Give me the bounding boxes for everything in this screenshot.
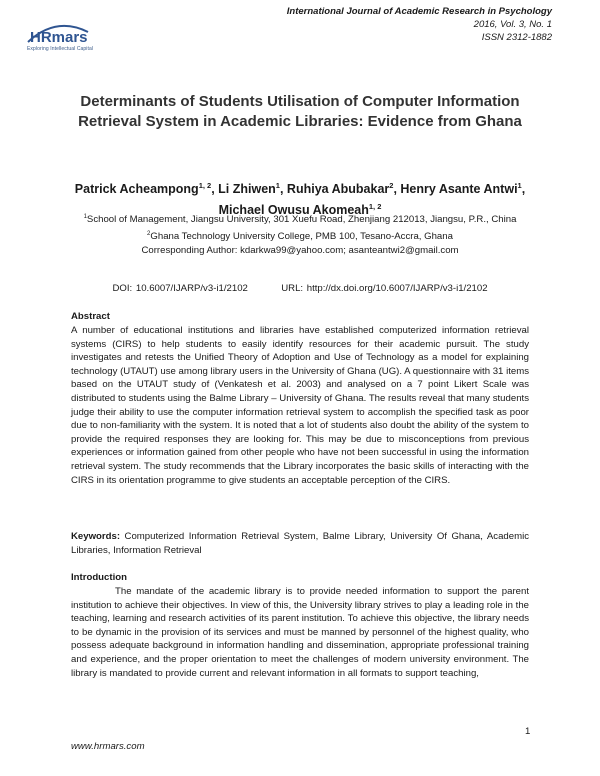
footer-url[interactable]: www.hrmars.com xyxy=(71,741,145,752)
logo-tagline: Exploring Intellectual Capital xyxy=(27,46,94,52)
doi-label: DOI: xyxy=(112,283,133,294)
author-sup: 1 xyxy=(517,181,522,190)
doi-line xyxy=(0,283,600,294)
abstract-heading: Abstract xyxy=(71,311,110,322)
keywords xyxy=(71,530,529,557)
author-name: Li Zhiwen xyxy=(218,182,276,197)
journal-issn: ISSN 2312-1882 xyxy=(481,32,552,43)
author-name: Michael Owusu Akomeah xyxy=(218,203,369,218)
url-label: URL: xyxy=(281,283,304,294)
abstract-text: A number of educational institutions and libraries have established computerized information retrieval systems (CIRS) to help students to easily identify resources for their academic pursuit. The study investigates and retests the Unified Theory of Adoption and Use of Technology as a model for explaining technology (UTAUT) use among library users in the University of Ghana (UG). A questionnaire with 31 items based on the UTAUT study of (Venkatesh et al. 2003) and analysed on a 7 point Likert Scale was distributed to students using the Balme Library – University of Ghana. The results reveal that many students judge their ability to use the computer information retrieval system to accomplish the specified task as poor due to non-familiarity with the system. It is noted that a lot of students also doubt the ability of the system to provide the required responses they are looking for. This may be due to misconceptions from previous experiences or information gained from other people who have not been successful in using the information retrieval system. The study recommends that the Library incorporates the basic skills of interacting with the CIRS in its orientation programme to give students an acceptable perception of the CIRS. xyxy=(71,325,529,486)
doi-value: 10.6007/IJARP/v3-i1/2102 xyxy=(135,283,248,294)
url-link[interactable]: http://dx.doi.org/10.6007/IJARP/v3-i1/2102 xyxy=(306,283,488,294)
intro-text: The mandate of the academic library is to provide needed information to support the parent institution to achieve their objectives. In view of this, the University library strives to play a leading role in the teaching, learning and research activities of its parent institution. To achieve this objective, the library needs to be dynamic in the provision of its services and must be manned by personnel of the highest quality, who possess adequate background in information handling and dissemination, appropriate professional training and experience, and the proper orientation to meet the challenges of modern university environment. The library is mandated to provide current and relevant information in all formats to support teaching, xyxy=(71,586,529,679)
journal-title: International Journal of Academic Research in Psychology xyxy=(286,6,552,17)
author-sup: 2 xyxy=(389,181,394,190)
author-name: Patrick Acheampong xyxy=(74,182,199,197)
journal-issue: 2016, Vol. 3, No. 1 xyxy=(473,19,552,30)
author-sup: 1, 2 xyxy=(368,202,382,212)
keywords-label: Keywords: xyxy=(71,531,121,542)
paper-title: Determinants of Students Utilisation of Computer Information Retrieval System in Academic Libraries: Evidence from Ghana xyxy=(78,93,522,130)
hrmars-logo xyxy=(26,22,92,46)
author-sup: 1 xyxy=(275,181,280,190)
author-name: Henry Asante Antwi xyxy=(400,182,518,197)
intro-heading: Introduction xyxy=(71,572,127,583)
keywords-text: Computerized Information Retrieval System, Balme Library, University Of Ghana, Academic Libraries, Information Retrieval xyxy=(71,531,529,556)
affiliation-1: $^1$School of Management, Jiangsu University, 301 Xuefu Road, Zhenjiang 212013, Jiangsu, P.R., China xyxy=(83,214,517,226)
corresponding-author: Corresponding Author: kdarkwa99@yahoo.com; asanteantwi2@gmail.com xyxy=(141,245,459,257)
affiliations xyxy=(70,210,530,258)
affiliation-2: $^2$Ghana Technology University College, PMB 100, Tesano-Accra, Ghana xyxy=(147,231,453,243)
author-name: Ruhiya Abubakar xyxy=(286,182,390,197)
page-number: 1 xyxy=(525,726,531,737)
author-sup: 1, 2 xyxy=(198,181,212,190)
author-list: Patrick Acheampong$^{1, 2}$, Li Zhiwen$^1$, Ruhiya Abubakar$^2$, Henry Asante Antwi$^1$, Michael Owusu Akomeah$^{1, 2}$ xyxy=(74,181,526,218)
logo-text: HRmars xyxy=(30,29,88,46)
journal-header xyxy=(287,5,552,44)
